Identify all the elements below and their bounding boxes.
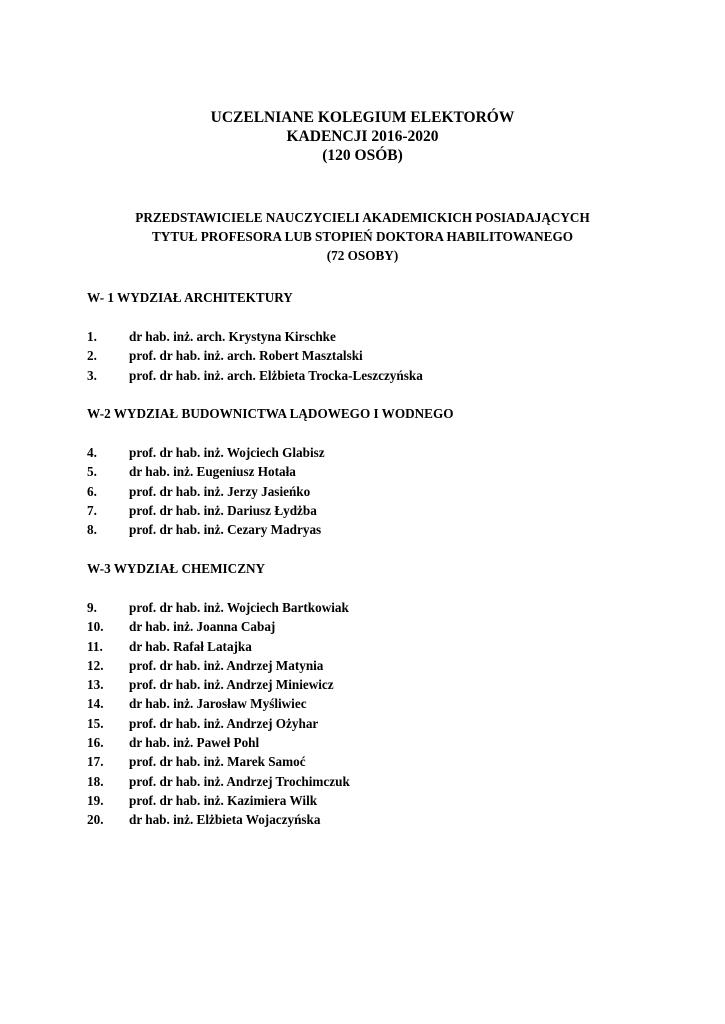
- item-number: 2.: [87, 348, 97, 364]
- member-name: dr hab. inż. arch. Krystyna Kirschke: [129, 329, 336, 344]
- list-item: [87, 810, 350, 829]
- item-number: 20.: [87, 812, 104, 828]
- section-heading: W- 1 WYDZIAŁ ARCHITEKTURY: [87, 290, 293, 305]
- item-number: 11.: [87, 638, 103, 654]
- member-name: prof. dr hab. inż. Wojciech Glabisz: [129, 445, 325, 460]
- list-item: [87, 520, 325, 539]
- section-heading: W-2 WYDZIAŁ BUDOWNICTWA LĄDOWEGO I WODNEGO: [87, 406, 454, 421]
- document-title: [0, 108, 725, 165]
- item-number: 8.: [87, 522, 97, 538]
- list-item: [87, 598, 350, 617]
- subtitle-line-3: (72 OSOBY): [326, 248, 399, 263]
- item-number: 4.: [87, 445, 97, 460]
- item-number: 3.: [87, 367, 97, 383]
- list-item: [87, 482, 325, 501]
- title-line-3: (120 OSÓB): [322, 147, 403, 164]
- member-name: prof. dr hab. inż. Cezary Madryas: [129, 522, 322, 538]
- list-item: [87, 675, 350, 694]
- member-name: dr hab. inż. Paweł Pohl: [129, 735, 260, 751]
- item-number: 12.: [87, 657, 104, 673]
- list-item: [87, 656, 350, 675]
- item-number: 1.: [87, 329, 97, 344]
- subtitle-line-1: PRZEDSTAWICIELE NAUCZYCIELI AKADEMICKICH POSIADAJĄCYCH: [135, 210, 590, 225]
- item-number: 17.: [87, 754, 104, 770]
- list-item: [87, 462, 325, 481]
- list-item: [87, 366, 423, 385]
- item-number: 14.: [87, 696, 104, 712]
- member-name: prof. dr hab. inż. Andrzej Miniewicz: [129, 677, 334, 693]
- item-number: 13.: [87, 677, 104, 693]
- list-item: [87, 327, 423, 346]
- item-number: 6.: [87, 483, 97, 499]
- member-list: [87, 327, 423, 385]
- list-item: [87, 752, 350, 771]
- member-name: prof. dr hab. inż. Kazimiera Wilk: [129, 792, 318, 808]
- member-name: prof. dr hab. inż. arch. Elżbieta Trocka-Leszczyńska: [129, 367, 423, 383]
- list-item: [87, 346, 423, 365]
- member-name: dr hab. inż. Eugeniusz Hotała: [129, 464, 296, 480]
- item-number: 15.: [87, 715, 104, 731]
- member-name: dr hab. inż. Joanna Cabaj: [129, 619, 276, 635]
- member-list: [87, 598, 350, 830]
- member-name: prof. dr hab. inż. Andrzej Matynia: [129, 657, 324, 673]
- list-item: [87, 501, 325, 520]
- list-item: [87, 443, 325, 462]
- item-number: 7.: [87, 502, 97, 518]
- member-name: prof. dr hab. inż. Marek Samoć: [129, 754, 306, 770]
- member-name: prof. dr hab. inż. arch. Robert Masztalski: [129, 348, 363, 364]
- member-name: dr hab. Rafał Latajka: [129, 638, 252, 654]
- title-line-1: UCZELNIANE KOLEGIUM ELEKTORÓW: [210, 109, 515, 126]
- list-item: [87, 694, 350, 713]
- item-number: 9.: [87, 600, 97, 615]
- list-item: [87, 733, 350, 752]
- title-line-2: KADENCJI 2016-2020: [286, 128, 439, 145]
- item-number: 16.: [87, 735, 104, 751]
- list-item: [87, 637, 350, 656]
- item-number: 18.: [87, 773, 104, 789]
- member-name: prof. dr hab. inż. Jerzy Jasieńko: [129, 483, 311, 499]
- member-name: prof. dr hab. inż. Andrzej Trochimczuk: [129, 773, 350, 789]
- item-number: 19.: [87, 792, 104, 808]
- list-item: [87, 617, 350, 636]
- member-name: prof. dr hab. inż. Dariusz Łydżba: [129, 502, 317, 518]
- item-number: 10.: [87, 619, 104, 635]
- subtitle-line-2: TYTUŁ PROFESORA LUB STOPIEŃ DOKTORA HABILITOWANEGO: [152, 229, 573, 244]
- list-item: [87, 714, 350, 733]
- document-subtitle: [0, 208, 725, 265]
- member-name: prof. dr hab. inż. Wojciech Bartkowiak: [129, 600, 349, 615]
- section-heading: W-3 WYDZIAŁ CHEMICZNY: [87, 561, 266, 576]
- member-name: dr hab. inż. Elżbieta Wojaczyńska: [129, 812, 321, 828]
- member-name: dr hab. inż. Jarosław Myśliwiec: [129, 696, 307, 712]
- list-item: [87, 791, 350, 810]
- member-name: prof. dr hab. inż. Andrzej Ożyhar: [129, 715, 319, 731]
- list-item: [87, 772, 350, 791]
- member-list: [87, 443, 325, 539]
- item-number: 5.: [87, 464, 97, 480]
